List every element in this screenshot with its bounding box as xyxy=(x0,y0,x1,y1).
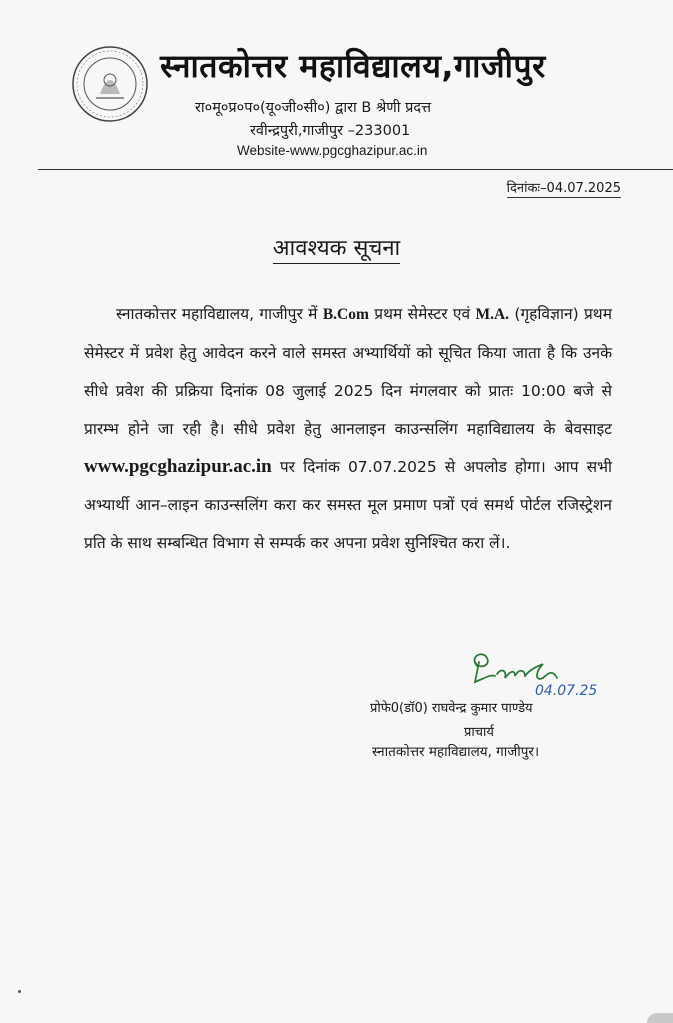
body-part-2: प्रथम सेमेस्टर एवं xyxy=(368,305,476,323)
notice-title: आवश्यक सूचना xyxy=(273,236,400,264)
website-link: www.pgcghazipur.ac.in xyxy=(84,456,272,477)
notice-title-wrap xyxy=(0,232,673,262)
header-divider xyxy=(38,169,673,170)
college-website: Website-www.pgcghazipur.ac.in xyxy=(237,143,428,158)
signatory-college: स्नातकोत्तर महाविद्यालय, गाजीपुर। xyxy=(372,744,540,760)
college-address: रवीन्द्रपुरी,गाजीपुर –233001 xyxy=(250,123,411,139)
body-part-3: (गृहविज्ञान) प्रथम सेमेस्टर में प्रवेश हेतु आवेदन करने वाले समस्त अभ्यार्थियों को सूचित किया जाता है कि उनके सीधे प्रवेश की प्रक्रिया दिनांक 08 जुलाई 2025 दिन मंगलवार को प्रातः 10:00 बजे से प्रारम्भ होने जा रही है। सीधे प्रवेश हेतु आनलाइन काउन्सलिंग महाविद्यालय के बेवसाइट xyxy=(84,305,612,438)
course-ma: M.A. xyxy=(475,306,510,323)
notice-paragraph xyxy=(84,295,612,562)
college-name: स्नातकोत्तर महाविद्यालय,गाजीपुर xyxy=(160,47,546,85)
body-part-1: स्नातकोत्तर महाविद्यालय, गाजीपुर में xyxy=(116,305,323,323)
college-seal-icon xyxy=(70,44,150,124)
handwritten-signature xyxy=(465,648,635,703)
accreditation-line: रा०मू०प्र०प०(यू०जी०सी०) द्वारा B श्रेणी प्रदत्त xyxy=(195,100,432,116)
body-part-4: पर दिनांक 07.07.2025 से अपलोड होगा। आप सभी अभ्यार्थी आन–लाइन काउन्सलिंग करा कर समस्त मूल प्रमाण पत्रों एवं समर्थ पोर्टल रजिस्ट्रेशन प्रति के साथ सम्बन्धित विभाग से सम्पर्क कर अपना प्रवेश सुनिश्चित करा लें।. xyxy=(84,458,612,552)
scan-corner xyxy=(647,1013,673,1023)
signature-date: 04.07.25 xyxy=(535,683,598,699)
notice-body xyxy=(84,295,612,562)
signatory-title: प्राचार्य xyxy=(464,725,494,740)
notice-date: दिनांकः–04.07.2025 xyxy=(507,178,621,198)
course-bcom: B.Com xyxy=(322,306,369,323)
signatory-name: प्रोफे0(डॉ0) राघवेन्द्र कुमार पाण्डेय xyxy=(370,701,533,716)
scan-speck xyxy=(18,990,21,993)
